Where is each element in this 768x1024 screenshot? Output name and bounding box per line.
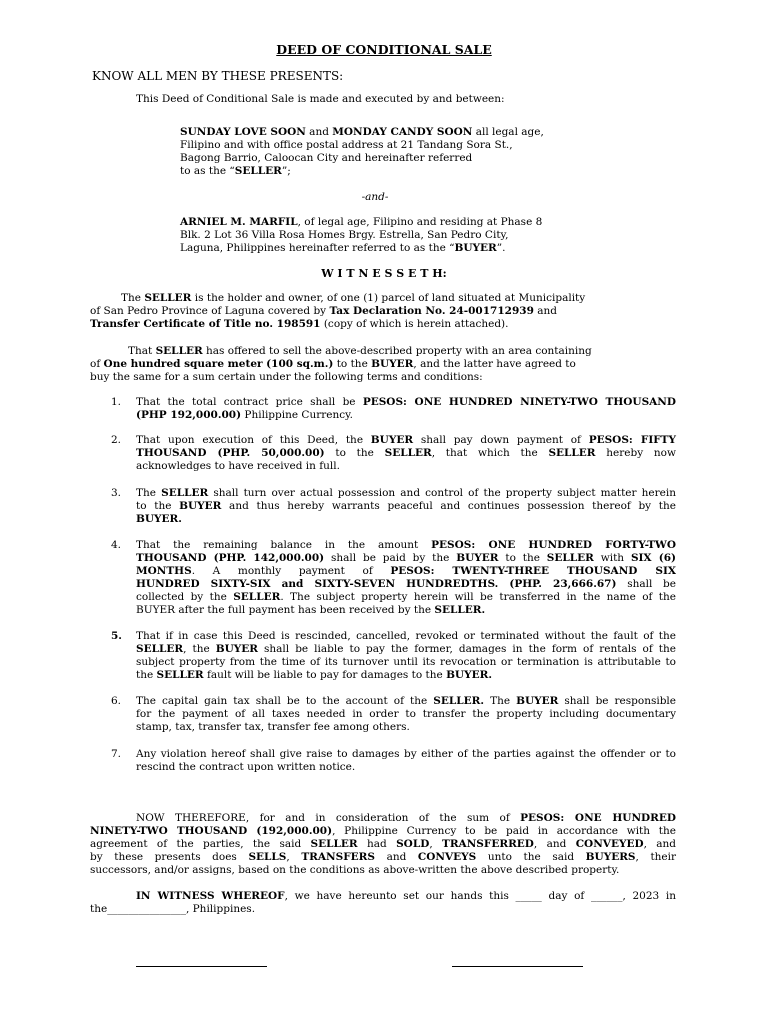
paragraph-line xyxy=(121,292,585,305)
text-run: stamp, tax, transfer tax, transfer fee among others. xyxy=(136,721,410,733)
condition-line xyxy=(136,604,485,617)
text-run: ”; xyxy=(281,165,291,177)
text-run: , that which the xyxy=(431,447,549,459)
condition-line xyxy=(136,396,676,409)
condition-line xyxy=(136,578,676,591)
text-run: , of legal age, Filipino and residing at Phase 8 xyxy=(297,216,543,228)
bold-term: Tax Declaration No. 24-001712939 xyxy=(329,305,534,317)
condition-number: 2. xyxy=(111,434,122,446)
paragraph-line xyxy=(90,371,483,384)
text-run: and xyxy=(374,851,418,863)
bold-term: SELLER xyxy=(161,487,209,499)
bold-term: THOUSAND (PHP. 50,000.00) xyxy=(136,447,325,459)
bold-term: BUYER xyxy=(215,643,258,655)
text-run: That the total contract price shall be xyxy=(136,396,363,408)
bold-term: BUYER xyxy=(516,695,559,707)
seller-line xyxy=(180,139,513,152)
paragraph-line xyxy=(90,318,509,331)
text-run: shall be liable to pay the former, damages in the form of rentals of the xyxy=(257,643,676,655)
text-run: fault will be liable to pay for damages to the xyxy=(203,669,447,681)
text-run: the_______________, Philippines. xyxy=(90,903,256,915)
text-run: and xyxy=(305,126,333,138)
condition-line xyxy=(136,721,410,734)
text-run: successors, and/or assigns, based on the conditions as above-written the above described property. xyxy=(90,864,620,876)
text-run: Any violation hereof shall give raise to damages by either of the parties against the offender or to xyxy=(136,748,676,760)
bold-term: SELLER xyxy=(546,552,594,564)
text-run: BUYER after the full payment has been received by the xyxy=(136,604,435,616)
text-run: The xyxy=(136,487,162,499)
bold-term: PESOS: TWENTY-THREE THOUSAND SIX xyxy=(390,565,676,577)
text-run: shall turn over actual possession and control of the property subject matter herein xyxy=(208,487,676,499)
bold-term: PESOS: ONE HUNDRED FORTY-TWO xyxy=(431,539,676,551)
condition-line xyxy=(136,434,676,447)
paragraph-line xyxy=(90,358,576,371)
text-run: That if in case this Deed is rescinded, cancelled, revoked or terminated without the fault of the xyxy=(136,630,676,642)
text-run: . A monthly payment of xyxy=(191,565,391,577)
text-run: subject property from the time of its turnover until its revocation or termination is attributable to xyxy=(136,656,676,668)
seller-name: SUNDAY LOVE SOON xyxy=(180,126,306,138)
in-witness-line xyxy=(136,890,676,903)
now-therefore-line xyxy=(90,864,619,877)
text-run: buy the same for a sum certain under the following terms and conditions: xyxy=(90,371,483,383)
buyer-name: ARNIEL M. MARFIL xyxy=(180,216,298,228)
seller-line xyxy=(180,126,544,139)
bold-term: BUYER xyxy=(179,500,222,512)
bold-term: SELLER xyxy=(155,345,203,357)
seller-line xyxy=(180,152,472,165)
bold-term: NINETY-TWO THOUSAND (192,000.00) xyxy=(90,825,333,837)
condition-line xyxy=(136,643,676,656)
text-run: and xyxy=(533,305,557,317)
bold-term: MONTHS xyxy=(136,565,192,577)
condition-number: 6. xyxy=(111,695,122,707)
witnesseth-heading: W I T N E S S E T H: xyxy=(321,267,447,280)
text-run: hereby now xyxy=(595,447,676,459)
condition-line xyxy=(136,761,355,774)
bold-term: CONVEYS xyxy=(417,851,477,863)
bold-term: SIX (6) xyxy=(630,552,676,564)
text-run: , xyxy=(429,838,443,850)
bold-term: SELLER xyxy=(156,669,204,681)
condition-number: 4. xyxy=(111,539,122,551)
text-run: shall be xyxy=(616,578,676,590)
condition-line xyxy=(136,460,340,473)
bold-term: BUYER xyxy=(370,434,414,446)
now-therefore-line xyxy=(136,812,676,825)
text-run: of xyxy=(90,358,104,370)
seller-name: MONDAY CANDY SOON xyxy=(332,126,473,138)
bold-term: PESOS: FIFTY xyxy=(588,434,676,446)
condition-line xyxy=(136,447,676,460)
text-run: (copy of which is herein attached). xyxy=(320,318,509,330)
text-run: . The subject property herein will be transferred in the name of the xyxy=(280,591,676,603)
text-run: of San Pedro Province of Laguna covered by xyxy=(90,305,330,317)
paragraph-line xyxy=(90,305,557,318)
bold-term: BUYER xyxy=(454,242,497,254)
text-run: has offered to sell the above-described property with an area containing xyxy=(202,345,592,357)
text-run: ”. xyxy=(496,242,506,254)
bold-term: Transfer Certificate of Title no. 198591 xyxy=(90,318,321,330)
text-run: to the xyxy=(498,552,547,564)
buyer-line xyxy=(180,242,505,255)
text-run: The capital gain tax shall be to the account of the xyxy=(136,695,434,707)
text-run: shall pay down payment of xyxy=(413,434,589,446)
text-run: The xyxy=(121,292,145,304)
seller-line xyxy=(180,165,291,178)
text-run: That xyxy=(128,345,156,357)
bold-term: TRANSFERS xyxy=(301,851,375,863)
condition-number: 7. xyxy=(111,748,122,760)
bold-term: SELLER. xyxy=(434,604,486,616)
text-run: is the holder and owner, of one (1) parcel of land situated at Municipality xyxy=(191,292,586,304)
condition-number: 3. xyxy=(111,487,122,499)
text-run: to the xyxy=(333,358,372,370)
intro-line: This Deed of Conditional Sale is made and executed by and between: xyxy=(136,93,505,105)
condition-line xyxy=(136,630,676,643)
text-run: , their xyxy=(635,851,677,863)
now-therefore-line xyxy=(90,851,676,864)
text-run: all legal age, xyxy=(472,126,544,138)
bold-term: THOUSAND (PHP. 142,000.00) xyxy=(136,552,325,564)
text-run: agreement of the parties, the said xyxy=(90,838,311,850)
document-title: DEED OF CONDITIONAL SALE xyxy=(276,42,492,57)
text-run: unto the said xyxy=(476,851,586,863)
text-run: rescind the contract upon written notice. xyxy=(136,761,356,773)
bold-term: PESOS: ONE HUNDRED NINETY-TWO THOUSAND xyxy=(362,396,676,408)
condition-line xyxy=(136,513,182,526)
now-therefore-line xyxy=(90,825,676,838)
condition-number: 1. xyxy=(111,396,122,408)
signature-line-buyer xyxy=(452,966,583,967)
text-run: Bagong Barrio, Caloocan City and hereinafter referred xyxy=(180,152,473,164)
bold-term: SELLER xyxy=(384,447,432,459)
in-witness-line xyxy=(90,903,255,916)
condition-line xyxy=(136,591,676,604)
paragraph-line xyxy=(128,345,592,358)
text-run: The xyxy=(484,695,517,707)
text-run: shall be responsible xyxy=(558,695,677,707)
bold-term: SELLER xyxy=(234,165,282,177)
text-run: , Philippine Currency to be paid in accordance with the xyxy=(332,825,677,837)
text-run: for the payment of all taxes needed in order to transfer the property including documentary xyxy=(136,708,676,720)
text-run: the xyxy=(136,669,157,681)
condition-number: 5. xyxy=(111,630,122,642)
bold-term: BUYER xyxy=(456,552,499,564)
text-run: Blk. 2 Lot 36 Villa Rosa Homes Brgy. Estrella, San Pedro City, xyxy=(180,229,509,241)
condition-line xyxy=(136,708,676,721)
buyer-line xyxy=(180,216,542,229)
text-run: That upon execution of this Deed, the xyxy=(136,434,371,446)
bold-term: PESOS: ONE HUNDRED xyxy=(520,812,676,824)
text-run: , we have hereunto set our hands this _____ day of ______, 2023 in xyxy=(284,890,676,902)
know-all-heading: KNOW ALL MEN BY THESE PRESENTS: xyxy=(92,69,344,83)
condition-line xyxy=(136,669,492,682)
bold-term: SELLS xyxy=(248,851,287,863)
text-run: had xyxy=(357,838,397,850)
bold-term: IN WITNESS WHEREOF xyxy=(136,890,285,902)
text-run: , xyxy=(286,851,302,863)
condition-line xyxy=(136,539,676,552)
text-run: acknowledges to have received in full. xyxy=(136,460,340,472)
condition-line xyxy=(136,487,676,500)
condition-line xyxy=(136,656,676,669)
bold-term: SELLER. xyxy=(433,695,485,707)
condition-line xyxy=(136,565,676,578)
buyer-line xyxy=(180,229,508,242)
bold-term: One hundred square meter (100 sq.m.) xyxy=(103,358,334,370)
text-run: , the xyxy=(183,643,216,655)
text-run: with xyxy=(593,552,631,564)
text-run: and thus hereby warrants peaceful and continues possession thereof by the xyxy=(221,500,676,512)
bold-term: SELLER xyxy=(144,292,192,304)
bold-term: HUNDRED SIXTY-SIX and SIXTY-SEVEN HUNDREDTHS. (PHP. 23,666.67) xyxy=(136,578,617,590)
text-run: Philippine Currency. xyxy=(241,409,353,421)
text-run: to the xyxy=(324,447,385,459)
condition-line xyxy=(136,748,676,761)
condition-line xyxy=(136,409,353,422)
text-run: , and xyxy=(533,838,576,850)
signature-line-seller xyxy=(136,966,267,967)
bold-term: SELLER xyxy=(310,838,358,850)
text-run: That the remaining balance in the amount xyxy=(136,539,432,551)
text-run: , and the latter have agreed to xyxy=(413,358,576,370)
and-separator: -and- xyxy=(361,191,389,203)
text-run: Laguna, Philippines hereinafter referred to as the “ xyxy=(180,242,455,254)
text-run: by these presents does xyxy=(90,851,249,863)
bold-term: (PHP 192,000.00) xyxy=(136,409,242,421)
bold-term: SELLER xyxy=(136,643,184,655)
condition-line xyxy=(136,500,676,513)
bold-term: SELLER xyxy=(548,447,596,459)
condition-line xyxy=(136,552,676,565)
now-therefore-line xyxy=(90,838,676,851)
text-run: , and xyxy=(643,838,676,850)
text-run: to the xyxy=(136,500,180,512)
condition-line xyxy=(136,695,676,708)
bold-term: BUYER. xyxy=(446,669,492,681)
text-run: collected by the xyxy=(136,591,234,603)
text-run: Filipino and with office postal address at 21 Tandang Sora St., xyxy=(180,139,513,151)
text-run: to as the “ xyxy=(180,165,235,177)
bold-term: CONVEYED xyxy=(575,838,644,850)
bold-term: SOLD xyxy=(396,838,430,850)
bold-term: BUYERS xyxy=(585,851,636,863)
bold-term: BUYER xyxy=(371,358,414,370)
text-run: shall be paid by the xyxy=(324,552,457,564)
bold-term: TRANSFERRED xyxy=(442,838,534,850)
text-run: NOW THEREFORE, for and in consideration of the sum of xyxy=(136,812,521,824)
bold-term: SELLER xyxy=(233,591,281,603)
bold-term: BUYER. xyxy=(136,513,182,525)
